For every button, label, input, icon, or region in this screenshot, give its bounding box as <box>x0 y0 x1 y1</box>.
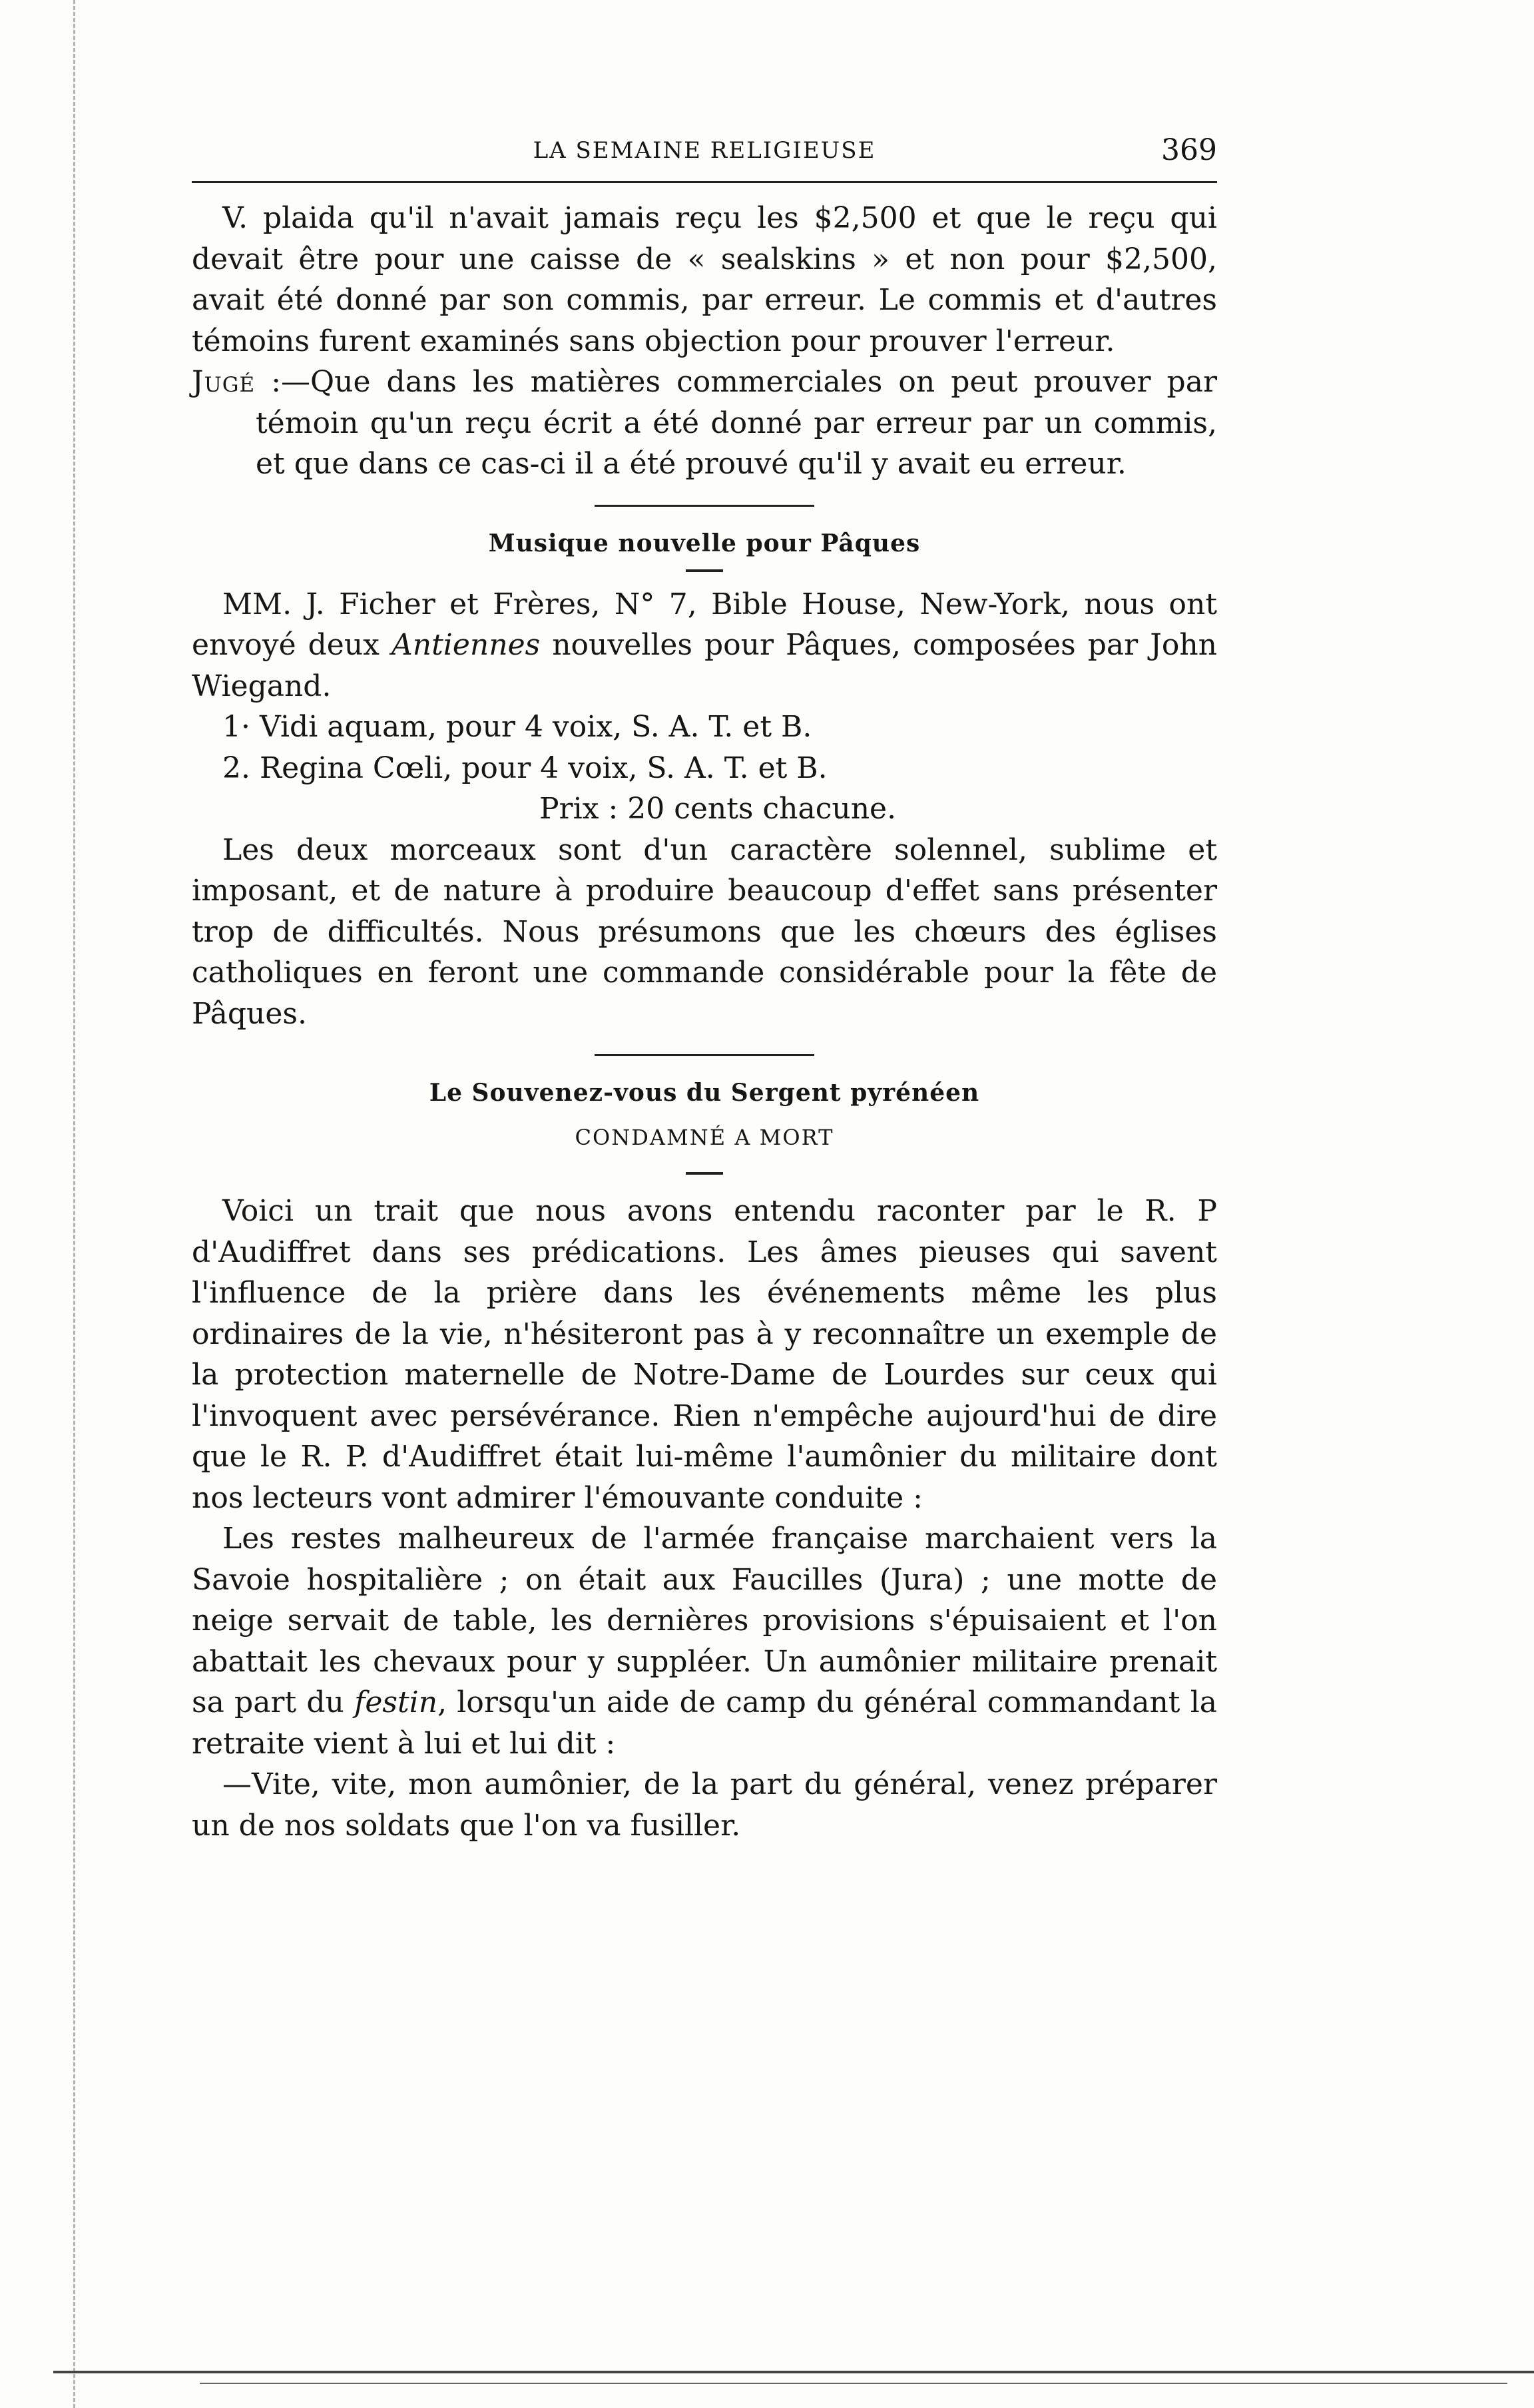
souvenez-paragraph-1: Voici un trait que nous avons entendu raconter par le R. P d'Audiffret dans ses prédications. Les âmes pieuses qui savent l'influence de la prière dans les événements même les plus ordinaires de la vie, n'hésiteront pas à y reconnaître un exemple de la protection maternelle de Notre-Dame de Lourdes sur ceux qui l'invoquent avec persévérance. Rien n'empêche aujourd'hui de dire que le R. P. d'Audiffret était lui-même l'aumônier du militaire dont nos lecteurs vont admirer l'émouvante conduite : <box>192 1194 1217 1515</box>
section-separator <box>595 505 814 507</box>
music-paragraph-1 <box>192 584 1217 707</box>
souvenez-paragraph-2 <box>192 1518 1217 1764</box>
juge-text: :—Que dans les matières commerciales on peut prouver par témoin qu'un reçu écrit a été donné par erreur par un commis, et que dans ce cas-ci il a été prouvé qu'il y avait eu erreur. <box>255 365 1217 481</box>
case-paragraph: V. plaida qu'il n'avait jamais reçu les $2,500 et que le reçu qui devait être pour une caisse de « sealskins » et non pour $2,500, avait été donné par son commis, par erreur. Le commis et d'autres témoins furent examinés sans objection pour prouver l'erreur. <box>192 201 1217 358</box>
scan-edge-marks <box>0 0 75 2408</box>
souvenez-subtitle: CONDAMNÉ A MORT <box>575 1125 834 1150</box>
running-title: LA SEMAINE RELIGIEUSE <box>533 137 876 164</box>
bottom-rule-secondary <box>200 2383 1507 2384</box>
running-head <box>192 131 1217 177</box>
title-dash-2 <box>686 1172 723 1175</box>
souvenez-text: Les restes malheureux de l'armée française marchaient vers la Savoie hospitalière ; on était aux Faucilles (Jura) ; une motte de neige servait de table, les dernières provisions s'épuisaient et l'on abattait les chevaux pour y suppléer. Un aumônier militaire prenait sa part du <box>192 1522 1217 1719</box>
music-paragraph-2: Les deux morceaux sont d'un caractère solennel, sublime et imposant, et de nature à produire beaucoup d'effet sans présenter trop de difficultés. Nous présumons que les chœurs des églises catholiques en feront une commande considérable pour la fête de Pâques. <box>192 832 1217 1031</box>
section-separator-2 <box>595 1054 814 1056</box>
souvenez-emphasis: festin <box>354 1685 438 1719</box>
music-price: Prix : 20 cents chacune. <box>539 792 897 826</box>
juge-label: Jugé <box>192 365 256 399</box>
bottom-rule <box>53 2371 1534 2373</box>
page-number: 369 <box>1161 133 1217 167</box>
music-item-1: 1· Vidi aquam, pour 4 voix, S. A. T. et B. <box>222 710 812 744</box>
music-emphasis: Antiennes <box>391 628 541 662</box>
music-item-2: 2. Regina Cœli, pour 4 voix, S. A. T. et B. <box>222 751 828 785</box>
header-rule <box>192 181 1217 183</box>
page <box>192 131 1217 1846</box>
souvenez-text-end: , lorsqu'un aide de camp du général commandant la retraite vient à lui et lui dit : <box>192 1685 1217 1761</box>
souvenez-paragraph-3: —Vite, vite, mon aumônier, de la part du général, venez préparer un de nos soldats que l'on va fusiller. <box>192 1767 1217 1843</box>
title-dash <box>686 569 723 572</box>
music-text: MM. J. Ficher et Frères, N° 7, Bible House, New-York, nous ont envoyé deux <box>192 587 1217 662</box>
juge-paragraph <box>192 362 1217 485</box>
music-section-title: Musique nouvelle pour Pâques <box>488 529 921 557</box>
souvenez-section-title: Le Souvenez-vous du Sergent pyrénéen <box>429 1079 980 1107</box>
music-text-end: nouvelles pour Pâques, composées par John Wiegand. <box>192 628 1217 703</box>
